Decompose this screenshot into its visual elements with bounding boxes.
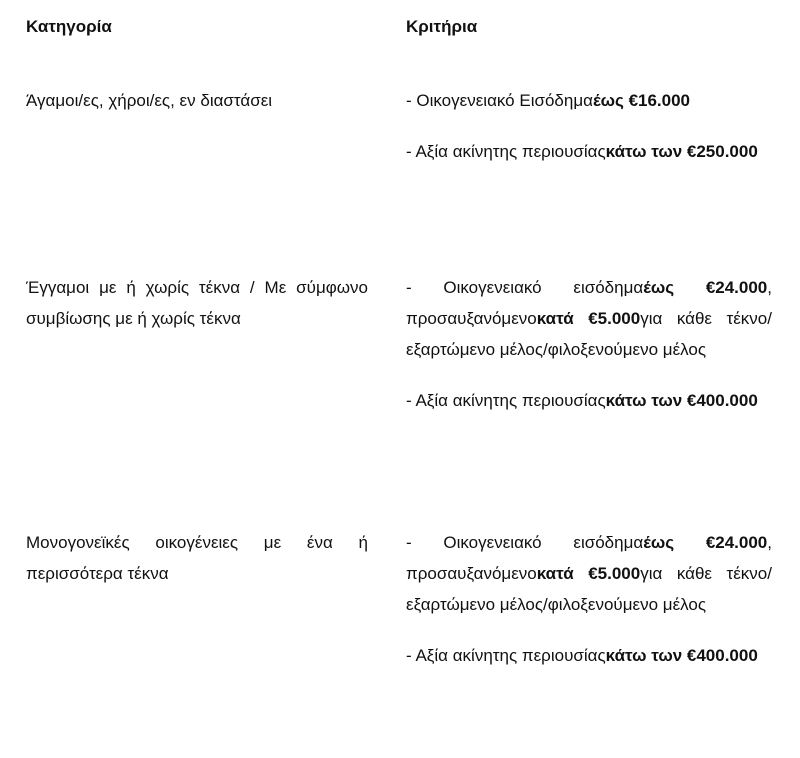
table-header <box>26 0 778 52</box>
category-cell: Μονογονεϊκές οικογένειες με ένα ή περισσότερα τέκνα <box>26 533 368 583</box>
income-criterion <box>406 527 772 620</box>
property-limit: κάτω των €250.000 <box>605 142 758 161</box>
property-criterion <box>406 640 772 671</box>
income-criterion <box>406 272 772 365</box>
criteria-cell <box>406 85 772 167</box>
property-limit: κάτω των €400.000 <box>605 646 758 665</box>
category-cell: Έγγαμοι με ή χωρίς τέκνα / Με σύμφωνο συμβίωσης με ή χωρίς τέκνα <box>26 278 368 328</box>
income-prefix: - Οικογενειακό εισόδημα <box>406 533 644 552</box>
income-limit: έως €24.000 <box>643 533 768 552</box>
property-criterion <box>406 136 772 167</box>
category-cell: Άγαμοι/ες, χήροι/ες, εν διαστάσει <box>26 91 273 110</box>
income-limit: έως €24.000 <box>643 278 768 297</box>
income-increment: κατά €5.000 <box>536 564 641 583</box>
header-criteria: Κριτήρια <box>406 17 478 36</box>
property-criterion <box>406 385 772 416</box>
income-prefix: - Οικογενειακό εισόδημα <box>406 278 644 297</box>
property-prefix: - Αξία ακίνητης περιουσίας <box>406 142 606 161</box>
criteria-table <box>26 0 778 665</box>
header-category: Κατηγορία <box>26 17 112 36</box>
criteria-cell <box>406 527 772 671</box>
income-increment: κατά €5.000 <box>536 309 641 328</box>
property-prefix: - Αξία ακίνητης περιουσίας <box>406 646 606 665</box>
income-middle: , προσαυξανόμενο <box>406 278 772 328</box>
income-prefix: - Οικογενειακό Εισόδημα <box>406 91 593 110</box>
income-middle: , προσαυξανόμενο <box>406 533 772 583</box>
income-suffix: για κάθε τέκνο/εξαρτώμενο μέλος/φιλοξενούμενο μέλος <box>406 564 772 614</box>
income-limit: έως €16.000 <box>592 91 691 110</box>
property-limit: κάτω των €400.000 <box>605 391 758 410</box>
property-prefix: - Αξία ακίνητης περιουσίας <box>406 391 606 410</box>
criteria-cell <box>406 272 772 416</box>
income-suffix: για κάθε τέκνο/εξαρτώμενο μέλος/φιλοξενούμενο μέλος <box>406 309 772 359</box>
income-criterion <box>406 85 772 116</box>
